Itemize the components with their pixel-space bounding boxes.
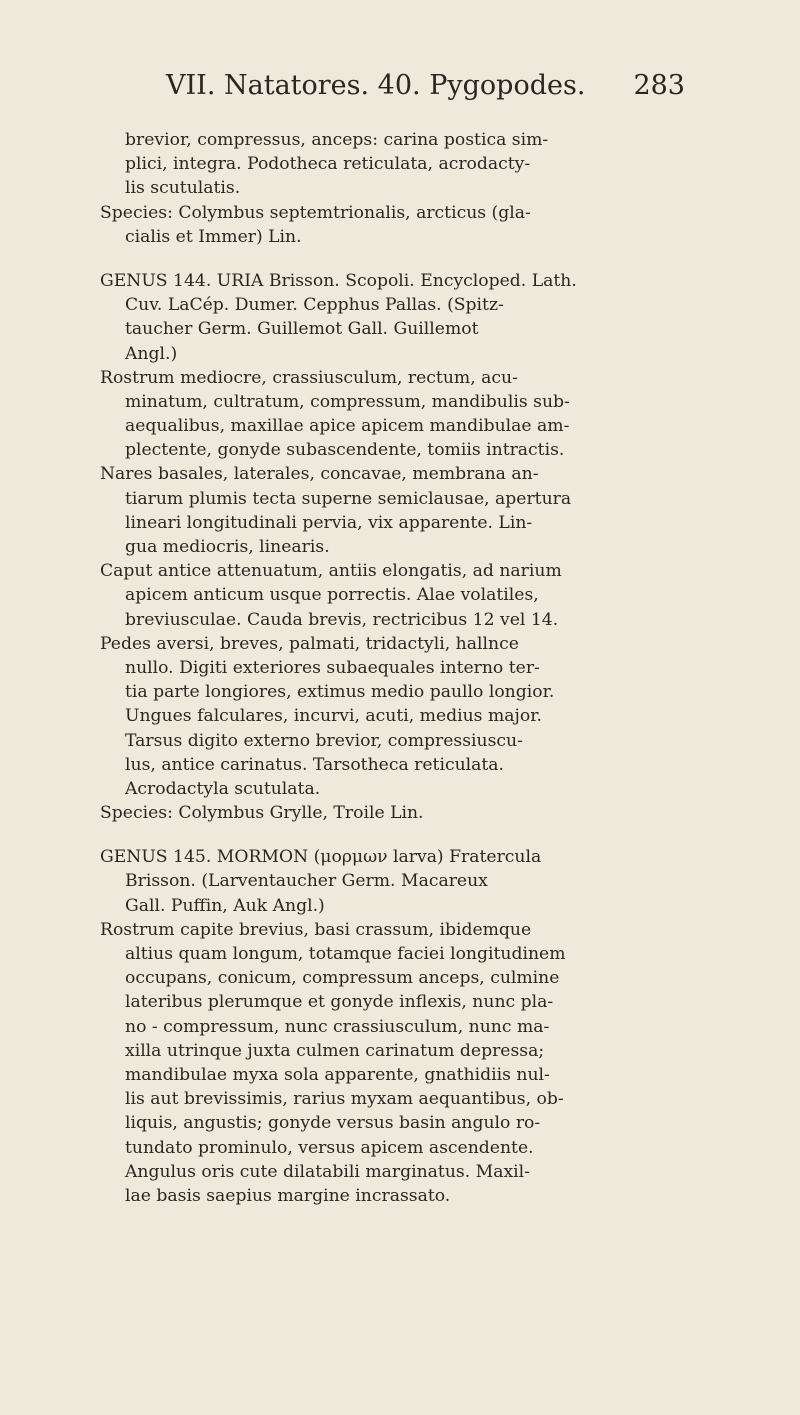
text-line: liquis, angustis; gonyde versus basin angulo ro- (125, 1113, 541, 1134)
text-line: lis aut brevissimis, rarius myxam aequantibus, ob- (125, 1089, 564, 1110)
text-line: Brisson. (Larventaucher Germ. Macareux (125, 871, 488, 892)
text-line: minatum, cultratum, compressum, mandibulis sub- (125, 391, 570, 412)
text-line: Rostrum mediocre, crassiusculum, rectum, acu- (100, 367, 518, 388)
text-line: plectente, gonyde subascendente, tomiis intractis. (125, 440, 565, 461)
text-line: aequalibus, maxillae apice apicem mandibulae am- (125, 416, 570, 437)
paragraph-gap (100, 249, 740, 269)
text-line: Acrodactyla scutulata. (125, 778, 321, 799)
text-line: Nares basales, laterales, concavae, membrana an- (100, 464, 539, 485)
text-line: tia parte longiores, extimus medio paullo longior. (125, 682, 555, 703)
text-line: breviusculae. Cauda brevis, rectricibus 12 vel 14. (125, 609, 559, 630)
text-line: gua mediocris, linearis. (125, 537, 330, 557)
text-line: mandibulae myxa sola apparente, gnathidiis nul- (125, 1064, 550, 1085)
text-line: Angulus oris cute dilatabili marginatus. Maxil- (125, 1161, 530, 1182)
text-line: Cuv. LaCép. Dumer. Cepphus Pallas. (Spitz- (125, 295, 504, 316)
text-line: Species: Colymbus septemtrionalis, arcticus (gla- (100, 202, 531, 223)
text-line: Tarsus digito externo brevior, compressiuscu- (125, 730, 523, 751)
text-line: Caput antice attenuatum, antiis elongatis, ad narium (100, 561, 562, 582)
text-line: Gall. Puffin, Auk Angl.) (125, 895, 325, 916)
text-line: plici, integra. Podotheca reticulata, acrodacty- (125, 154, 531, 175)
text-line: lineari longitudinali pervia, vix apparente. Lin- (125, 512, 533, 533)
text-line: nullo. Digiti exteriores subaequales interno ter- (125, 657, 540, 678)
text-line: occupans, conicum, compressum anceps, culmine (125, 968, 560, 989)
text-line: GENUS 144. URIA Brisson. Scopoli. Encycloped. Lath. (100, 270, 577, 291)
text-line: Ungues falculares, incurvi, acuti, medius major. (125, 706, 542, 727)
text-line: xilla utrinque juxta culmen carinatum depressa; (125, 1040, 545, 1061)
text-line: apicem anticum usque porrectis. Alae volatiles, (125, 585, 539, 606)
text-line: GENUS 145. MORMON (μορμων larva) Fratercula (100, 847, 542, 868)
text-line: tiarum plumis tecta superne semiclausae, apertura (125, 488, 572, 509)
text-line: Pedes aversi, breves, palmati, tridactyli, hallnce (100, 633, 519, 654)
text-line: cialis et Immer) Lin. (125, 226, 302, 247)
text-line: lateribus plerumque et gonyde inflexis, nunc pla- (125, 992, 554, 1013)
text-line: lae basis saepius margine incrassato. (125, 1185, 451, 1206)
paragraph-gap (100, 825, 740, 845)
text-line: brevior, compressus, anceps: carina postica sim- (125, 130, 549, 150)
running-header (0, 70, 800, 110)
text-line: taucher Germ. Guillemot Gall. Guillemot (125, 319, 479, 340)
text-line: Rostrum capite brevius, basi crassum, ibidemque (100, 919, 532, 940)
header-title: VII. Natatores. 40. Pygopodes. (166, 70, 586, 101)
text-line: altius quam longum, totamque faciei longitudinem (125, 944, 566, 964)
page-number: 283 (633, 70, 685, 101)
page-body-text (100, 128, 740, 1208)
text-line: Angl.) (125, 343, 178, 364)
text-line: lus, antice carinatus. Tarsotheca reticulata. (125, 754, 505, 775)
text-line: lis scutulatis. (125, 178, 241, 199)
text-line: tundato prominulo, versus apicem ascendente. (125, 1137, 534, 1158)
text-line: no - compressum, nunc crassiusculum, nunc ma- (125, 1016, 550, 1037)
text-line: Species: Colymbus Grylle, Troile Lin. (100, 803, 424, 824)
